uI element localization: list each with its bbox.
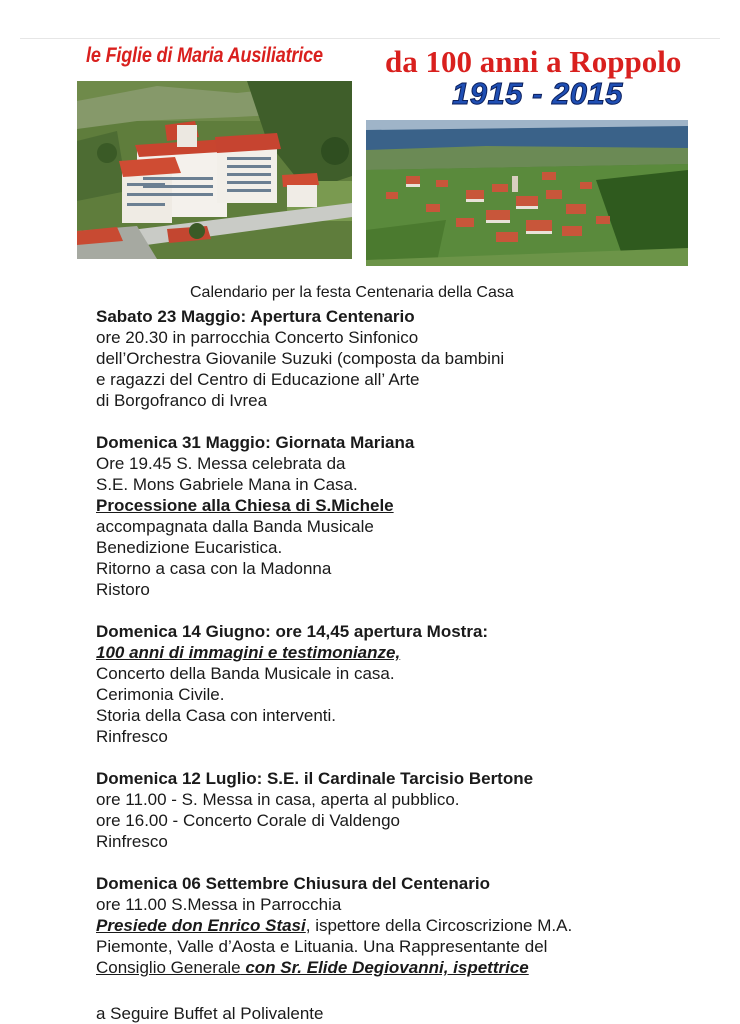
- event-line: Ristoro: [96, 580, 150, 599]
- footer-note: a Seguire Buffet al Polivalente: [96, 1004, 324, 1023]
- event-item: [96, 621, 726, 747]
- event-line: accompagnata dalla Banda Musicale: [96, 517, 374, 536]
- event-heading: Domenica 06 Settembre Chiusura del Centenario: [96, 874, 490, 893]
- event-heading: Domenica 31 Maggio: Giornata Mariana: [96, 433, 415, 452]
- event-line: dell’Orchestra Giovanile Suzuki (composta da bambini: [96, 349, 505, 368]
- consiglio-highlight: con Sr. Elide Degiovanni, ispettrice: [240, 958, 529, 977]
- event-heading: Domenica 14 Giugno: ore 14,45 apertura Mostra:: [96, 622, 489, 641]
- building-aerial-photo-icon: [77, 81, 352, 259]
- event-highlight: Processione alla Chiesa di S.Michele: [96, 496, 394, 515]
- event-line: Ritorno a casa con la Madonna: [96, 559, 332, 578]
- event-item: [96, 432, 726, 600]
- event-heading: Domenica 12 Luglio: S.E. il Cardinale Tarcisio Bertone: [96, 769, 534, 788]
- event-line: Cerimonia Civile.: [96, 685, 225, 704]
- event-line: Rinfresco: [96, 727, 168, 746]
- event-line: Benedizione Eucaristica.: [96, 538, 283, 557]
- event-line: ore 16.00 - Concerto Corale di Valdengo: [96, 811, 400, 830]
- village-lake-aerial-photo-icon: [366, 120, 688, 266]
- presiede-rest: , ispettore della Circoscrizione M.A.: [305, 916, 573, 935]
- event-item: [96, 306, 726, 411]
- event-line: ore 11.00 - S. Messa in casa, aperta al pubblico.: [96, 790, 460, 809]
- event-list: [96, 306, 726, 999]
- congregation-title: le Figlie di Maria Ausiliatrice: [86, 44, 323, 67]
- presiede-highlight: Presiede don Enrico Stasi: [96, 916, 306, 935]
- event-highlight: 100 anni di immagini e testimonianze,: [96, 643, 401, 662]
- calendar-title: Calendario per la festa Centenaria della Casa: [190, 284, 514, 301]
- event-line-presiede: [96, 915, 726, 936]
- event-line: Concerto della Banda Musicale in casa.: [96, 664, 395, 683]
- event-line: Storia della Casa con interventi.: [96, 706, 337, 725]
- event-line: Rinfresco: [96, 832, 168, 851]
- event-heading: Sabato 23 Maggio: Apertura Centenario: [96, 307, 415, 326]
- consiglio-text: Consiglio Generale: [96, 958, 241, 977]
- event-line: ore 20.30 in parrocchia Concerto Sinfonico: [96, 328, 419, 347]
- event-line-consiglio: [96, 957, 726, 978]
- event-item: [96, 768, 726, 852]
- event-line: di Borgofranco di Ivrea: [96, 391, 268, 410]
- event-line: S.E. Mons Gabriele Mana in Casa.: [96, 475, 358, 494]
- event-line: ore 11.00 S.Messa in Parrocchia: [96, 895, 342, 914]
- event-line: Ore 19.45 S. Messa celebrata da: [96, 454, 346, 473]
- event-line: e ragazzi del Centro di Educazione all’ Arte: [96, 370, 420, 389]
- event-item: [96, 873, 726, 978]
- event-line: Piemonte, Valle d’Aosta e Lituania. Una Rappresentante del: [96, 937, 548, 956]
- scan-edge-line: [20, 38, 720, 39]
- anniversary-years: 1915 - 2015: [452, 76, 623, 111]
- anniversary-title: da 100 anni a Roppolo: [385, 44, 682, 79]
